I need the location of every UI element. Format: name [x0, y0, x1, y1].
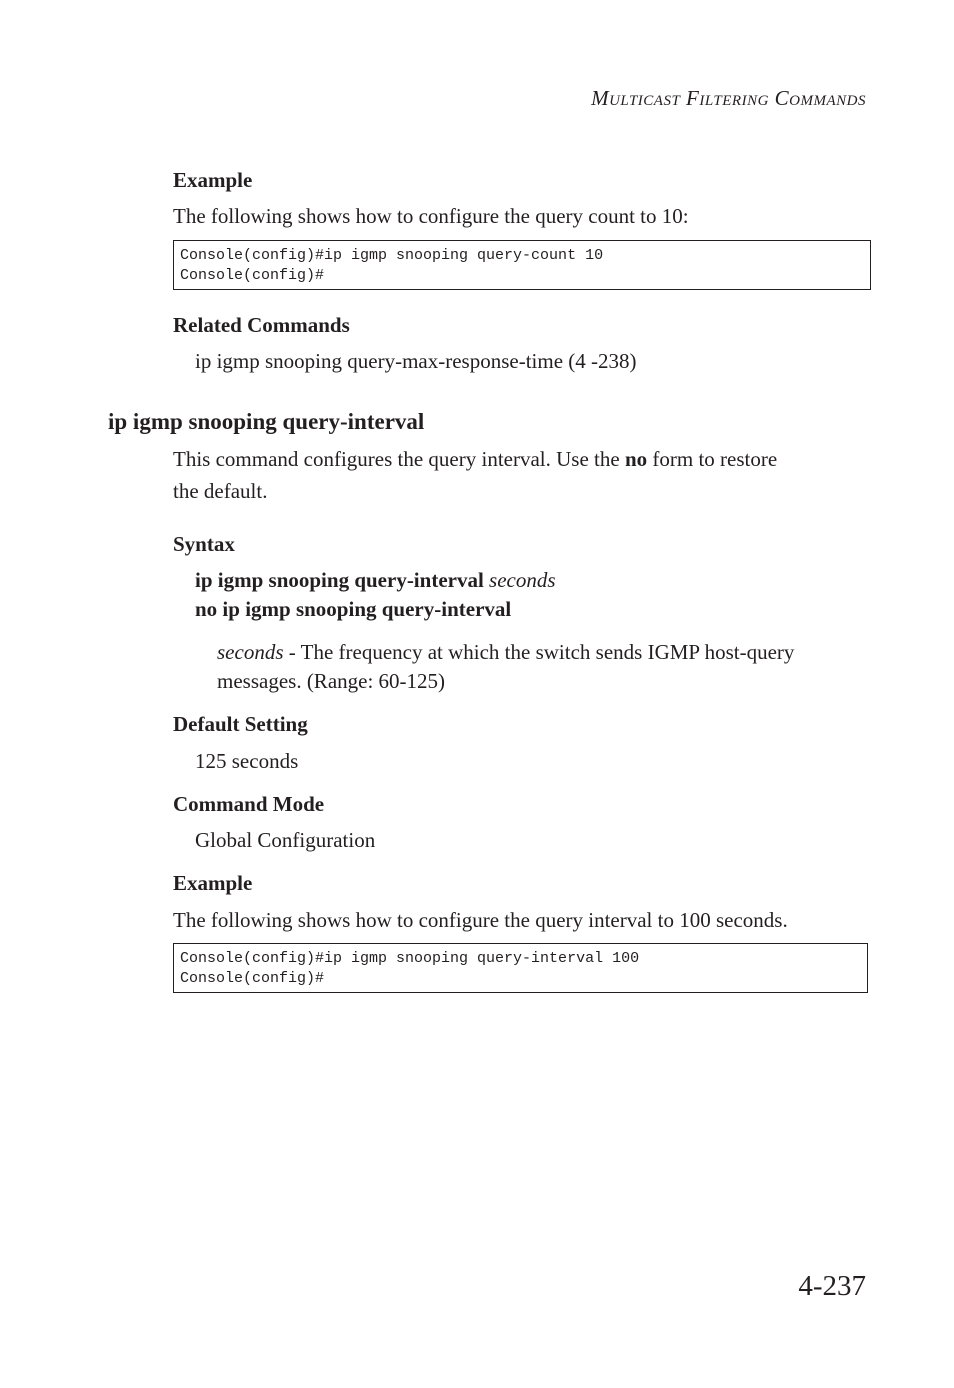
code-block	[173, 943, 868, 993]
desc-keyword: no	[624, 447, 648, 471]
desc-text: form to restore	[647, 447, 778, 471]
default-setting-value: 125 seconds	[195, 749, 299, 773]
command-title: ip igmp snooping query-interval	[108, 409, 425, 434]
command-mode-heading: Command Mode	[173, 792, 325, 816]
example-text: The following shows how to configure the query interval to 100 seconds.	[173, 908, 788, 932]
command-description-cont: the default.	[173, 479, 268, 503]
syntax-line	[195, 568, 556, 593]
command-mode-value: Global Configuration	[195, 828, 376, 852]
syntax-parameter: seconds	[489, 568, 556, 592]
related-commands-heading: Related Commands	[173, 313, 350, 337]
param-text: - The frequency at which the switch sends IGMP host-query	[283, 640, 795, 664]
code-block	[173, 240, 871, 290]
code-line: Console(config)#ip igmp snooping query-interval 100	[180, 950, 640, 967]
running-header: Multicast Filtering Commands	[591, 86, 866, 110]
code-line: Console(config)#ip igmp snooping query-count 10	[180, 247, 604, 264]
param-description	[217, 640, 794, 665]
example-heading: Example	[173, 871, 253, 895]
default-setting-heading: Default Setting	[173, 712, 308, 736]
code-line: Console(config)#	[180, 266, 325, 284]
code-line: Console(config)#	[180, 969, 325, 987]
syntax-command: ip igmp snooping query-interval	[195, 568, 484, 592]
param-name: seconds	[217, 640, 284, 664]
page-number: 4-237	[798, 1270, 866, 1302]
syntax-no-command: no ip igmp snooping query-interval	[195, 597, 512, 621]
command-description	[173, 447, 777, 472]
example-text: The following shows how to configure the query count to 10:	[173, 204, 689, 228]
param-description-cont: messages. (Range: 60-125)	[217, 669, 446, 693]
example-heading: Example	[173, 168, 253, 192]
syntax-line-no	[195, 597, 511, 622]
syntax-heading: Syntax	[173, 532, 235, 556]
desc-text: This command configures the query interval. Use the	[173, 447, 625, 471]
related-command-link: ip igmp snooping query-max-response-time (4 -238)	[195, 349, 637, 373]
